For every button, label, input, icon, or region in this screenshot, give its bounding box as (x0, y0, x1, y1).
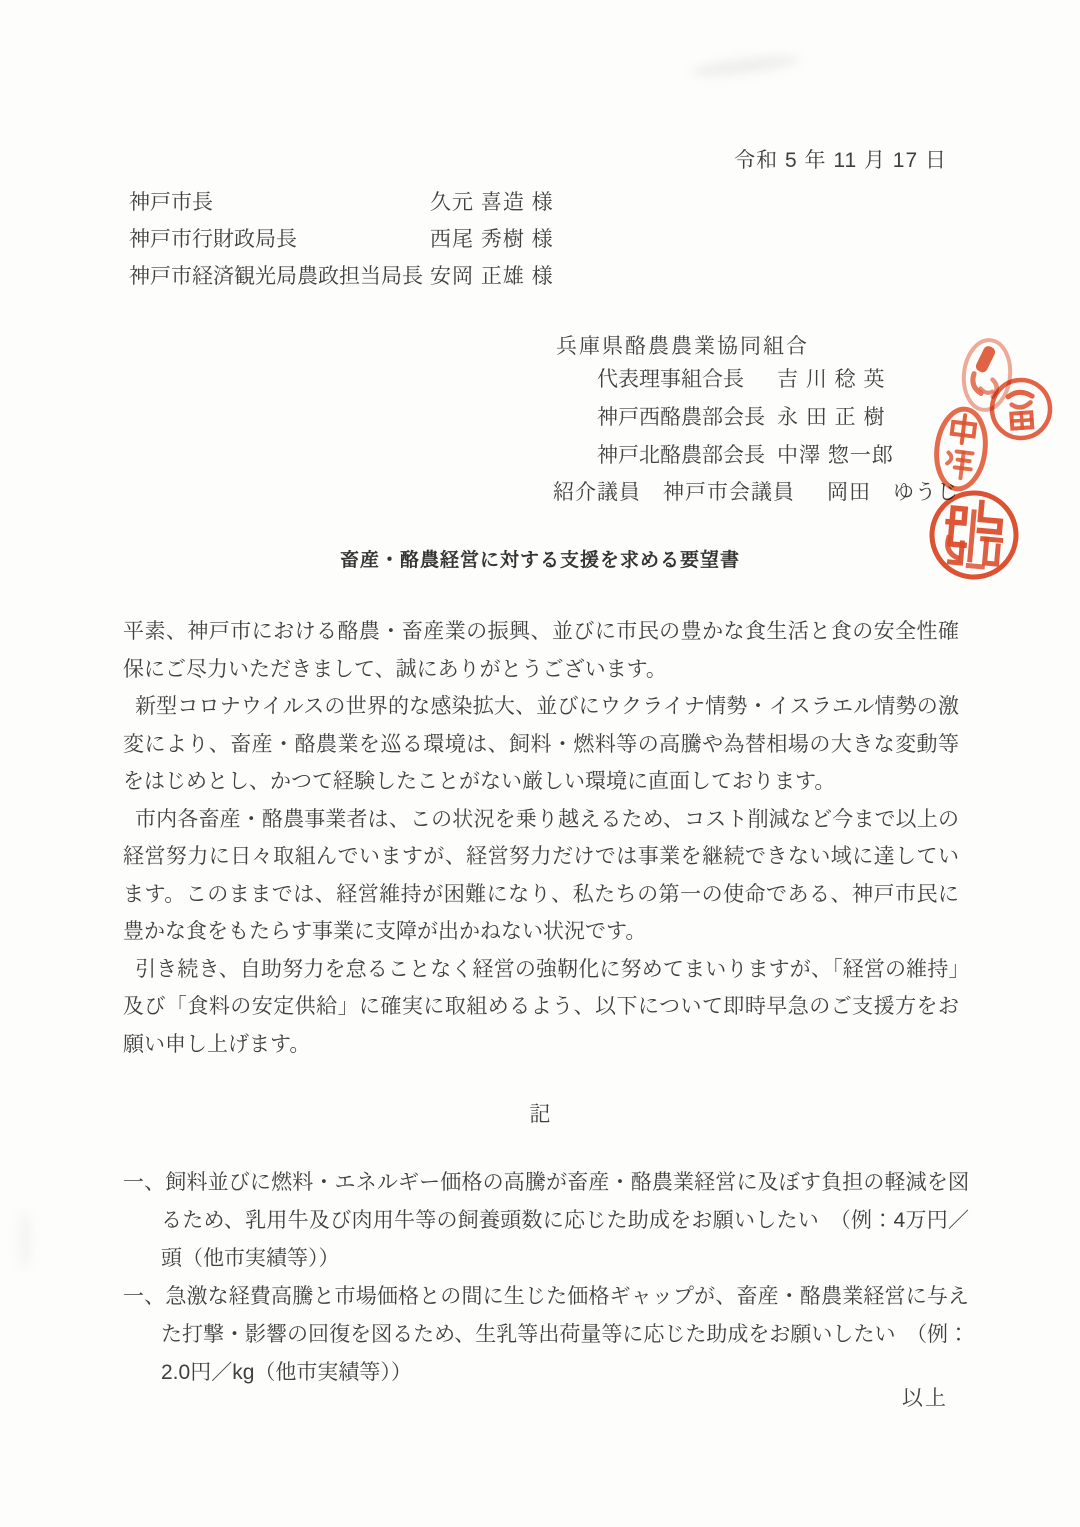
request-marker: 一、 (123, 1171, 166, 1194)
signatory-title: 神戸北酪農部会長 (597, 444, 765, 467)
recipient-row (129, 221, 554, 258)
request-list (123, 1164, 969, 1392)
recipient-title: 神戸市経済観光局農政担当局長 (129, 265, 423, 288)
document-date: 令和 5 年 11 月 17 日 (734, 149, 947, 172)
request-item (123, 1278, 969, 1392)
paragraph: 平素、神戸市における酪農・畜産業の振興、並びに市民の豊かな食生活と食の安全性確保にご尽力いただきまして、誠にありがとうございます。 (123, 620, 959, 681)
letter-body (123, 613, 959, 1063)
signatory-row (597, 405, 886, 431)
recipient-name: 西尾 秀樹 様 (430, 228, 554, 251)
recipient-title: 神戸市長 (129, 191, 213, 214)
signatory-row (597, 443, 894, 469)
signatory-name: 中澤 惣一郎 (777, 444, 894, 467)
signatory-name: 岡田 ゆうじ (827, 481, 959, 504)
sender-organization: 兵庫県酪農農業協同組合 (556, 335, 809, 358)
nagata-seal-stamp-icon (985, 372, 1058, 447)
yoshikawa-seal-stamp-icon (951, 330, 1023, 420)
request-text: 急激な経費高騰と市場価格との間に生じた価格ギャップが、畜産・酪農業経営に与えた打撃・影響の回復を図るため、生乳等出荷量等に応じた助成をお願いしたい （例：2.0円／kg（他市実績等）） (161, 1285, 970, 1384)
signatory-name: 永 田 正 樹 (777, 406, 886, 429)
paragraph: 市内各畜産・酪農事業者は、この状況を乗り越えるため、コスト削減など今まで以上の経営努力に日々取組んでいますが、経営努力だけでは事業を継続できない域に達しています。このままでは、経営維持が困難になり、私たちの第一の使命である、神戸市民に豊かな食をもたらす事業に支障が出かねない状況です。 (123, 807, 959, 943)
signatory-title: 代表理事組合長 (597, 368, 744, 391)
signatory-title: 神戸西酪農部会長 (597, 406, 765, 429)
section-marker: 記 (529, 1103, 551, 1126)
scan-smudge (18, 1210, 32, 1270)
paragraph: 新型コロナウイルスの世界的な感染拡大、並びにウクライナ情勢・イスラエル情勢の激変により、畜産・酪農業を巡る環境は、飼料・燃料等の高騰や為替相場の大きな変動等をはじめとし、かつて経験したことがない厳しい環境に直面しております。 (123, 695, 959, 793)
request-text: 飼料並びに燃料・エネルギー価格の高騰が畜産・酪農業経営に及ぼす負担の軽減を図るため、乳用牛及び肉用牛等の飼養頭数に応じた助成をお願いしたい （例：4万円／頭（他市実績等）） (161, 1171, 970, 1270)
signatory-row (597, 367, 886, 393)
recipient-row (129, 258, 554, 295)
recipient-name: 久元 喜造 様 (430, 191, 554, 214)
request-marker: 一、 (123, 1285, 166, 1308)
request-item (123, 1164, 969, 1278)
document-title: 畜産・酪農経営に対する支援を求める要望書 (339, 550, 740, 571)
recipient-name: 安岡 正雄 様 (430, 265, 554, 288)
recipient-row (129, 184, 554, 221)
signatory-name: 吉 川 稔 英 (777, 368, 886, 391)
scan-smudge (689, 51, 800, 80)
signatory-row (553, 480, 959, 506)
recipient-title: 神戸市行財政局長 (129, 228, 297, 251)
paragraph: 引き続き、自助努力を怠ることなく経営の強靭化に努めてまいりますが、「経営の維持」及び「食料の安定供給」に確実に取組めるよう、以下について即時早急のご支援方をお願い申し上げます。 (123, 957, 959, 1056)
signatory-title: 紹介議員 神戸市会議員 (553, 481, 795, 504)
recipient-list (129, 184, 554, 295)
closing-marker: 以上 (902, 1387, 948, 1410)
